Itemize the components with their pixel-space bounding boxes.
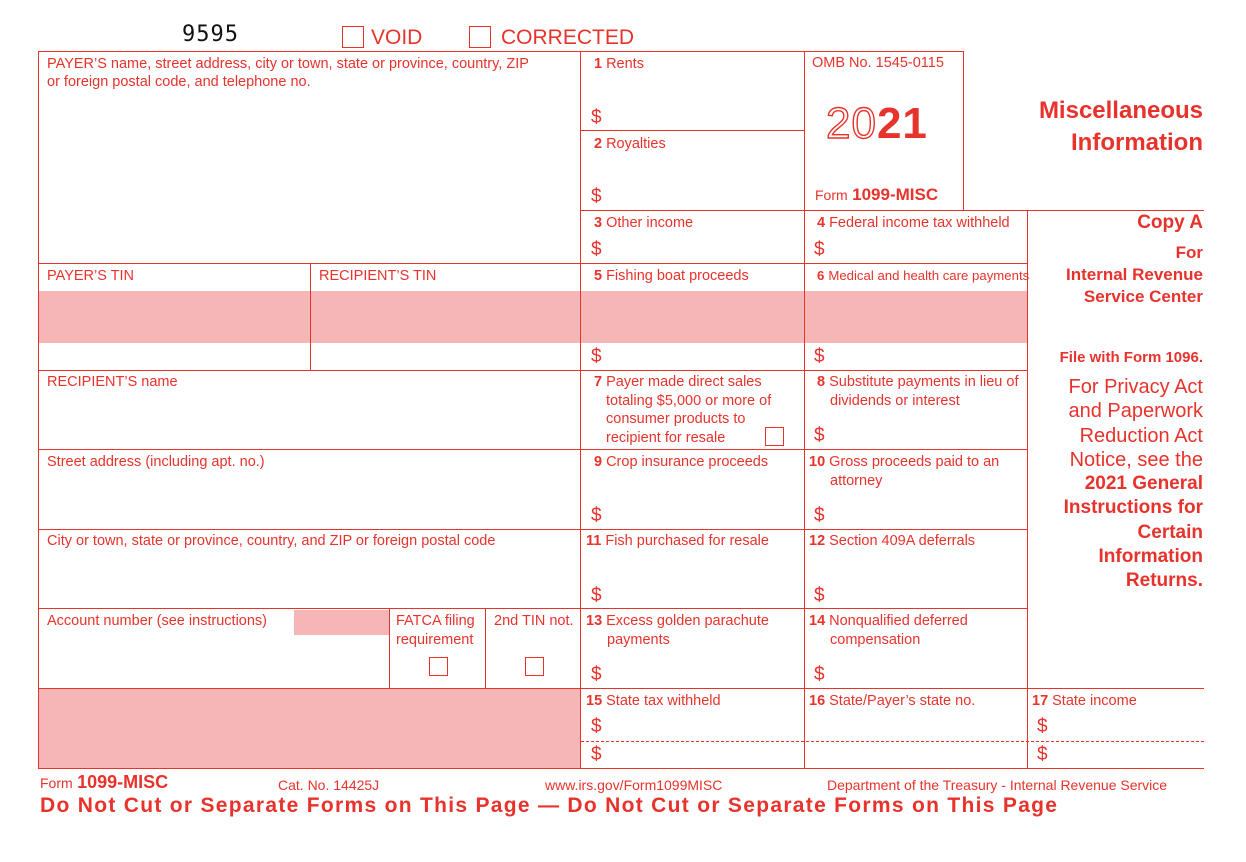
omb-number: OMB No. 1545-0115 (812, 55, 944, 71)
box1-dollar: $ (591, 107, 602, 128)
tax-year-outline: 20 (826, 99, 877, 148)
file-with-label: File with Form 1096. (1059, 349, 1203, 366)
header-form-id (815, 185, 938, 205)
box5-dollar: $ (591, 346, 602, 367)
copy-irs-1: Internal Revenue (1066, 265, 1203, 284)
state-dashed-rule (581, 741, 1204, 742)
rule-box1112-bottom (580, 608, 1028, 609)
fatca-checkbox[interactable] (429, 657, 448, 676)
rule-street-bottom (38, 529, 581, 530)
frame-bottom (38, 768, 1204, 769)
col-split-804 (804, 51, 805, 769)
payer-tin-label: PAYER’S TIN (47, 268, 135, 284)
tin-split (310, 263, 311, 371)
footer-form-name: 1099-MISC (77, 772, 169, 792)
fatca-label-1: FATCA filing (396, 613, 475, 629)
corrected-label: CORRECTED (501, 26, 635, 49)
form-title-2: Information (1071, 129, 1203, 156)
box3-label: 3 Other income (594, 215, 694, 231)
box1-label: 1 Rents (594, 56, 644, 72)
box7-label-3: consumer products to (606, 411, 746, 427)
box8-dollar: $ (814, 425, 825, 446)
col-split-1027 (1027, 210, 1028, 769)
rule-box2-bottom (580, 210, 1204, 211)
box14-dollar: $ (814, 664, 825, 685)
box10-label: 10 Gross proceeds paid to an (809, 454, 1000, 470)
box14-label-2: compensation (830, 632, 921, 648)
rule-name-bottom (38, 449, 581, 450)
box10-label-2: attorney (830, 473, 883, 489)
fatca-split-left (389, 608, 390, 689)
header-form-name: 1099-MISC (852, 185, 939, 204)
box3-dollar: $ (591, 239, 602, 260)
instructions-2: Instructions for (1063, 497, 1203, 518)
box15-label: 15 State tax withheld (586, 693, 721, 709)
copy-irs-2: Service Center (1083, 287, 1203, 306)
box7-checkbox[interactable] (765, 427, 784, 446)
bottom-left-shaded-area (39, 689, 581, 769)
void-checkbox[interactable] (342, 26, 364, 48)
box8-label-2: dividends or interest (830, 393, 960, 409)
privacy-1: For Privacy Act (1068, 376, 1203, 398)
privacy-2: and Paperwork (1068, 400, 1203, 422)
fatca-split-right (485, 608, 486, 689)
frame-top-left (38, 51, 964, 52)
frame-left (38, 51, 39, 769)
rule-box56-bottom (580, 370, 1028, 371)
box6-dollar: $ (814, 346, 825, 367)
rule-box78-bottom (580, 449, 1028, 450)
account-number-label: Account number (see instructions) (47, 613, 268, 629)
footer-cat-no: Cat. No. 14425J (278, 777, 380, 793)
second-tin-label: 2nd TIN not. (494, 613, 574, 629)
box2-dollar: $ (591, 186, 602, 207)
privacy-3: Reduction Act (1079, 425, 1203, 447)
rule-box910-bottom (580, 529, 1028, 530)
payer-name-label-1: PAYER’S name, street address, city or town, state or province, country, ZIP (47, 56, 529, 72)
footer-department: Department of the Treasury - Internal Revenue Service (827, 777, 1168, 793)
box15-dollar-1: $ (591, 716, 602, 737)
recipient-tin-label: RECIPIENT’S TIN (319, 268, 437, 284)
rule-account-bottom (38, 688, 581, 689)
box9-dollar: $ (591, 505, 602, 526)
rule-city-bottom (38, 608, 581, 609)
instructions-5: Returns. (1125, 570, 1203, 591)
box6-label: 6 Medical and health care payments (817, 268, 1030, 283)
tin-shaded-band (39, 291, 1027, 343)
corrected-checkbox[interactable] (469, 26, 491, 48)
box16-label: 16 State/Payer’s state no. (809, 693, 976, 709)
box9-label: 9 Crop insurance proceeds (594, 454, 769, 470)
box17-dollar-2: $ (1037, 744, 1048, 765)
void-label: VOID (371, 26, 423, 49)
privacy-4: Notice, see the (1069, 449, 1203, 471)
header-form-word: Form (815, 187, 848, 203)
box7-label-2: totaling $5,000 or more of (606, 393, 772, 409)
footer-form-id (40, 772, 168, 793)
box4-label: 4 Federal income tax withheld (817, 215, 1010, 231)
box10-dollar: $ (814, 505, 825, 526)
tax-year (826, 100, 928, 148)
box12-label: 12 Section 409A deferrals (809, 533, 976, 549)
form-title-1: Miscellaneous (1038, 97, 1203, 124)
instructions-3: Certain (1137, 522, 1203, 543)
copy-a-label: Copy A (1137, 212, 1203, 233)
footer-form-word: Form (40, 775, 73, 791)
box5-label: 5 Fishing boat proceeds (594, 268, 749, 284)
box13-dollar: $ (591, 664, 602, 685)
box13-label-2: payments (607, 632, 670, 648)
box7-label: 7 Payer made direct sales (594, 374, 762, 390)
col-split-581 (580, 51, 581, 769)
box17-dollar-1: $ (1037, 716, 1048, 737)
rule-box1314-bottom (580, 688, 1204, 689)
box4-dollar: $ (814, 239, 825, 260)
box17-label: 17 State income (1032, 693, 1137, 709)
box11-dollar: $ (591, 585, 602, 606)
tax-year-bold: 21 (876, 99, 928, 148)
street-address-label: Street address (including apt. no.) (47, 454, 265, 470)
box11-label: 11 Fish purchased for resale (586, 533, 769, 549)
box7-label-4: recipient for resale (606, 430, 726, 446)
box12-dollar: $ (814, 585, 825, 606)
account-shaded-area (294, 610, 389, 635)
box14-label: 14 Nonqualified deferred (809, 613, 968, 629)
instructions-1: 2021 General (1084, 473, 1203, 494)
payer-name-label-2: or foreign postal code, and telephone no. (47, 74, 311, 90)
instructions-4: Information (1098, 546, 1203, 567)
rule-box1-bottom (580, 130, 805, 131)
box15-dollar-2: $ (591, 744, 602, 765)
box13-label: 13 Excess golden parachute (586, 613, 769, 629)
second-tin-checkbox[interactable] (525, 657, 544, 676)
city-label: City or town, state or province, country, and ZIP or foreign postal code (47, 533, 496, 549)
copy-for: For (1175, 243, 1203, 262)
fatca-label-2: requirement (396, 632, 474, 648)
recipient-name-label: RECIPIENT’S name (47, 374, 178, 390)
rule-box34-bottom (580, 263, 1028, 264)
box8-label: 8 Substitute payments in lieu of (817, 374, 1019, 390)
do-not-cut-banner: Do Not Cut or Separate Forms on This Page — Do Not Cut or Separate Forms on This Page (40, 794, 1059, 817)
footer-url[interactable]: www.irs.gov/Form1099MISC (545, 777, 723, 793)
box2-label: 2 Royalties (594, 136, 666, 152)
form-control-number: 9595 (182, 22, 239, 47)
header-right-edge (963, 51, 964, 211)
